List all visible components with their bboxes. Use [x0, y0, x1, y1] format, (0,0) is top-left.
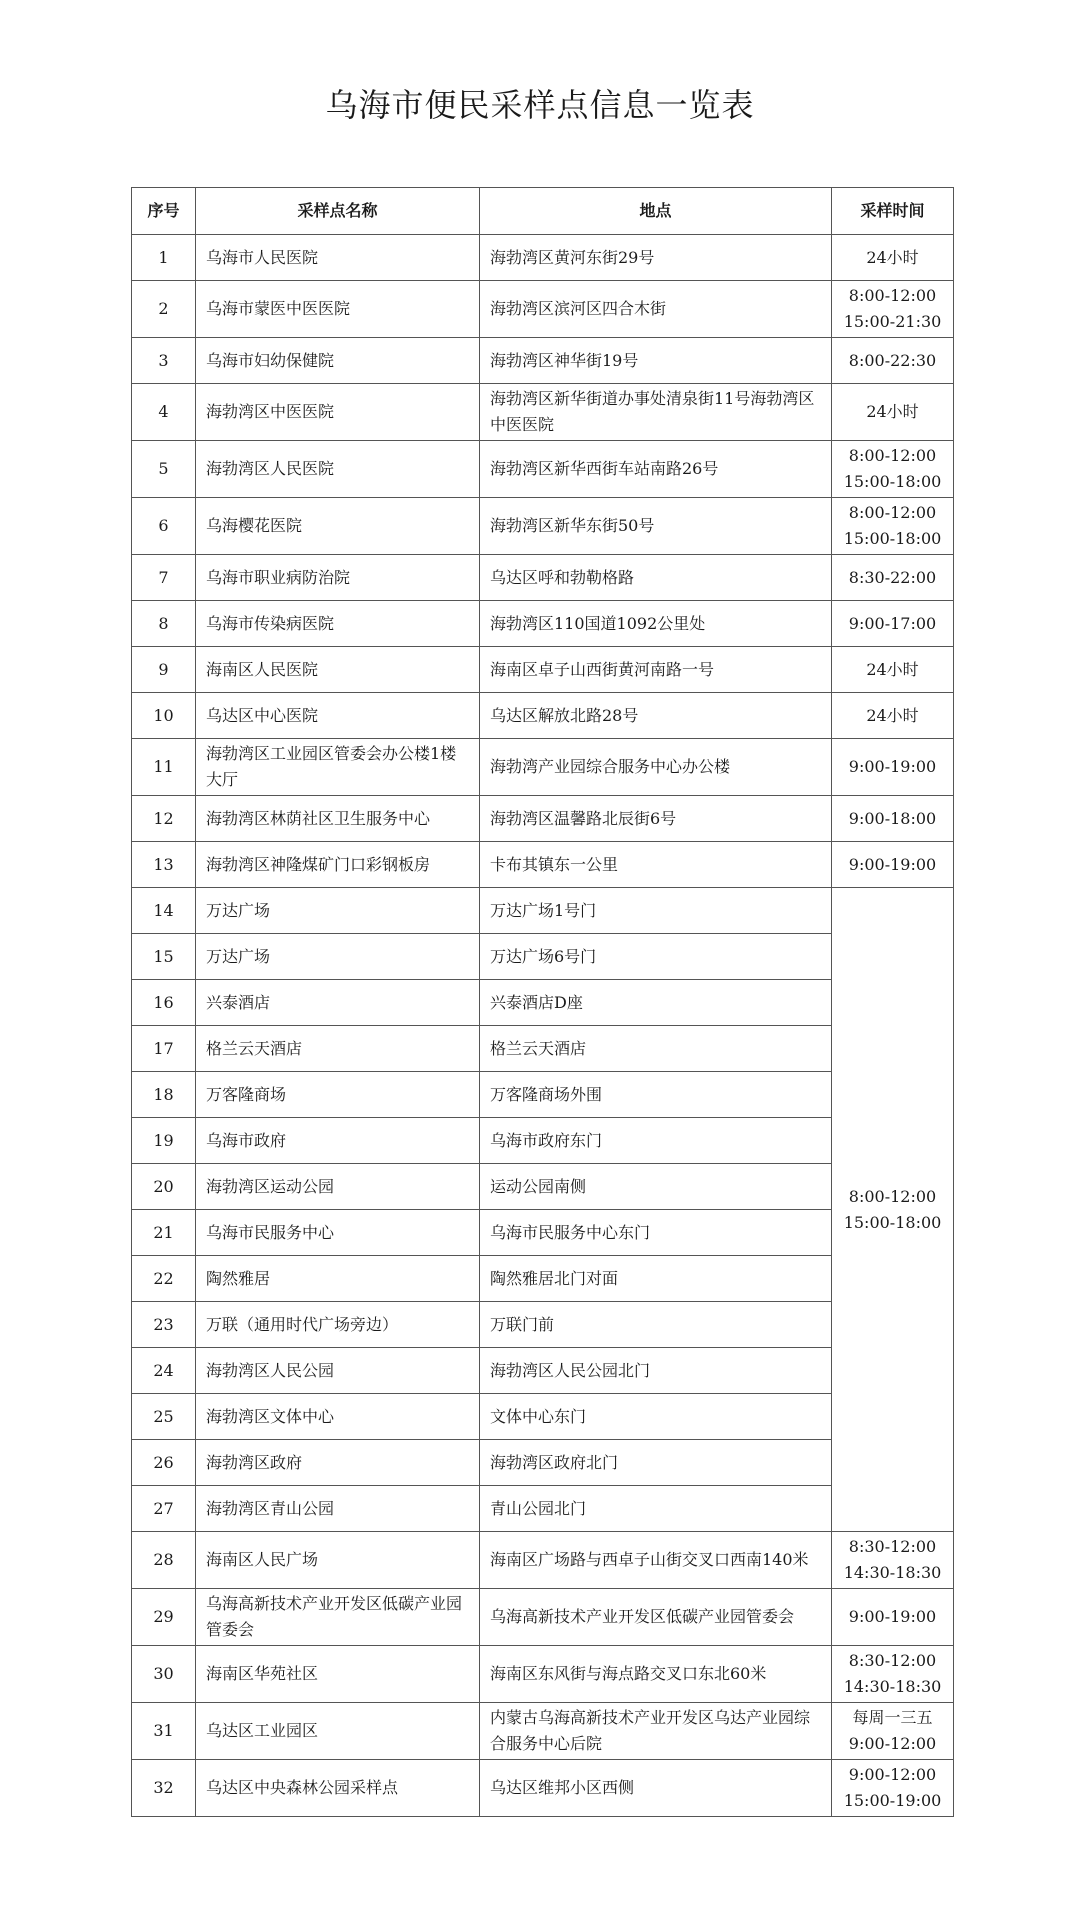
- sampling-time-line: 24小时: [866, 402, 919, 421]
- table-row: [132, 1210, 954, 1256]
- sampling-time-line: 9:00-19:00: [848, 854, 937, 874]
- row-number: 2: [132, 281, 196, 338]
- site-location: 海勃湾区新华东街50号: [480, 498, 832, 555]
- sampling-time: [832, 601, 954, 647]
- site-location: 卡布其镇东一公里: [480, 842, 832, 888]
- table-row: [132, 1703, 954, 1760]
- row-number: 12: [132, 796, 196, 842]
- table-body: [132, 235, 954, 1817]
- row-number: 9: [132, 647, 196, 693]
- site-name: 乌海市政府: [196, 1118, 480, 1164]
- site-name: 乌海市妇幼保健院: [196, 338, 480, 384]
- sampling-time-line: 24小时: [866, 247, 919, 267]
- row-number: 16: [132, 980, 196, 1026]
- sampling-time-line: 9:00-19:00: [848, 1607, 937, 1626]
- site-location: 海勃湾区神华街19号: [480, 338, 832, 384]
- site-location: 陶然雅居北门对面: [480, 1256, 832, 1302]
- sampling-time-line: 8:00-12:00: [848, 286, 937, 305]
- row-number: 21: [132, 1210, 196, 1256]
- table-row: [132, 1256, 954, 1302]
- table-row: [132, 1118, 954, 1164]
- site-location: 乌达区维邦小区西侧: [480, 1760, 832, 1817]
- sampling-time: [832, 235, 954, 281]
- sampling-time-line: 8:00-22:30: [848, 350, 937, 370]
- site-location: 内蒙古乌海高新技术产业开发区乌达产业园综合服务中心后院: [480, 1703, 832, 1760]
- sampling-time-line: 14:30-18:30: [843, 1677, 942, 1696]
- table-row: [132, 555, 954, 601]
- table-row: [132, 1646, 954, 1703]
- site-name: 万客隆商场: [196, 1072, 480, 1118]
- site-location: 海勃湾区温馨路北辰街6号: [480, 796, 832, 842]
- row-number: 28: [132, 1532, 196, 1589]
- table-row: [132, 1589, 954, 1646]
- sampling-time-line: 9:00-18:00: [848, 808, 937, 828]
- table-row: [132, 980, 954, 1026]
- row-number: 27: [132, 1486, 196, 1532]
- sampling-time-line: 15:00-18:00: [843, 1212, 942, 1232]
- sampling-time: [832, 555, 954, 601]
- row-number: 20: [132, 1164, 196, 1210]
- sampling-time: [832, 796, 954, 842]
- sampling-time: [832, 1760, 954, 1817]
- row-number: 19: [132, 1118, 196, 1164]
- row-number: 26: [132, 1440, 196, 1486]
- site-location: 乌海市政府东门: [480, 1118, 832, 1164]
- table-row: [132, 1486, 954, 1532]
- sampling-time-line: 24小时: [866, 705, 919, 725]
- table-row: [132, 1348, 954, 1394]
- sampling-time: [832, 441, 954, 498]
- sampling-sites-table: [131, 187, 954, 1817]
- row-number: 7: [132, 555, 196, 601]
- sampling-time-line: 15:00-21:30: [843, 312, 942, 331]
- site-location: 海勃湾产业园综合服务中心办公楼: [480, 739, 832, 796]
- site-name: 乌达区中央森林公园采样点: [196, 1760, 480, 1817]
- site-location: 海勃湾区黄河东街29号: [480, 235, 832, 281]
- site-name: 万达广场: [196, 934, 480, 980]
- table-row: [132, 1026, 954, 1072]
- table-row: [132, 601, 954, 647]
- sampling-time: [832, 739, 954, 796]
- site-name: 乌海高新技术产业开发区低碳产业园管委会: [196, 1589, 480, 1646]
- row-number: 8: [132, 601, 196, 647]
- site-name: 乌达区工业园区: [196, 1703, 480, 1760]
- table-row: [132, 338, 954, 384]
- site-name: 海勃湾区林荫社区卫生服务中心: [196, 796, 480, 842]
- table-row: [132, 1164, 954, 1210]
- sampling-time: [832, 1532, 954, 1589]
- row-number: 11: [132, 739, 196, 796]
- site-location: 万客隆商场外围: [480, 1072, 832, 1118]
- table-row: [132, 888, 954, 934]
- site-location: 格兰云天酒店: [480, 1026, 832, 1072]
- sampling-time-line: 9:00-17:00: [848, 613, 937, 633]
- site-name: 乌海市蒙医中医医院: [196, 281, 480, 338]
- header-location: 地点: [480, 188, 832, 235]
- row-number: 22: [132, 1256, 196, 1302]
- sampling-time: [832, 842, 954, 888]
- site-name: 海勃湾区神隆煤矿门口彩钢板房: [196, 842, 480, 888]
- table-row: [132, 1302, 954, 1348]
- site-location: 乌达区呼和勃勒格路: [480, 555, 832, 601]
- sampling-time-line: 15:00-18:00: [843, 472, 942, 491]
- sampling-time: [832, 693, 954, 739]
- site-name: 海勃湾区青山公园: [196, 1486, 480, 1532]
- row-number: 5: [132, 441, 196, 498]
- row-number: 6: [132, 498, 196, 555]
- table-row: [132, 384, 954, 441]
- row-number: 25: [132, 1394, 196, 1440]
- site-name: 乌达区中心医院: [196, 693, 480, 739]
- table-row: [132, 934, 954, 980]
- row-number: 17: [132, 1026, 196, 1072]
- site-name: 乌海市民服务中心: [196, 1210, 480, 1256]
- table-row: [132, 647, 954, 693]
- site-name: 海勃湾区政府: [196, 1440, 480, 1486]
- site-name: 海勃湾区中医医院: [196, 384, 480, 441]
- table-row: [132, 235, 954, 281]
- site-location: 乌海市民服务中心东门: [480, 1210, 832, 1256]
- sampling-time-line: 8:30-12:00: [848, 1537, 937, 1556]
- sampling-time: [832, 498, 954, 555]
- site-name: 海勃湾区人民医院: [196, 441, 480, 498]
- site-name: 海勃湾区运动公园: [196, 1164, 480, 1210]
- sampling-time: [832, 384, 954, 441]
- row-number: 29: [132, 1589, 196, 1646]
- site-name: 陶然雅居: [196, 1256, 480, 1302]
- row-number: 3: [132, 338, 196, 384]
- row-number: 1: [132, 235, 196, 281]
- sampling-time-line: 24小时: [866, 659, 919, 679]
- site-name: 海南区华苑社区: [196, 1646, 480, 1703]
- sampling-time-line: 8:30-22:00: [848, 567, 937, 587]
- table-row: [132, 1532, 954, 1589]
- site-location: 万联门前: [480, 1302, 832, 1348]
- row-number: 14: [132, 888, 196, 934]
- site-location: 万达广场1号门: [480, 888, 832, 934]
- page-title: 乌海市便民采样点信息一览表: [325, 86, 755, 124]
- table-row: [132, 693, 954, 739]
- site-location: 海南区东风街与海点路交叉口东北60米: [480, 1646, 832, 1703]
- table-row: [132, 441, 954, 498]
- table-row: [132, 739, 954, 796]
- table-row: [132, 281, 954, 338]
- site-location: 海南区卓子山西街黄河南路一号: [480, 647, 832, 693]
- table-row: [132, 1394, 954, 1440]
- site-location: 乌达区解放北路28号: [480, 693, 832, 739]
- site-name: 乌海市人民医院: [196, 235, 480, 281]
- table-row: [132, 796, 954, 842]
- row-number: 24: [132, 1348, 196, 1394]
- sampling-time-line: 9:00-12:00: [848, 1765, 937, 1784]
- site-name: 海勃湾区人民公园: [196, 1348, 480, 1394]
- sampling-time: [832, 338, 954, 384]
- site-location: 海勃湾区110国道1092公里处: [480, 601, 832, 647]
- row-number: 18: [132, 1072, 196, 1118]
- sampling-time-line: 8:00-12:00: [848, 1186, 937, 1206]
- row-number: 30: [132, 1646, 196, 1703]
- header-name: 采样点名称: [196, 188, 480, 235]
- sampling-time-line: 每周一三五: [852, 1708, 933, 1727]
- row-number: 32: [132, 1760, 196, 1817]
- sampling-time-line: 8:00-12:00: [848, 446, 937, 465]
- site-name: 海南区人民医院: [196, 647, 480, 693]
- table-row: [132, 1072, 954, 1118]
- site-name: 兴泰酒店: [196, 980, 480, 1026]
- site-name: 乌海樱花医院: [196, 498, 480, 555]
- row-number: 13: [132, 842, 196, 888]
- site-location: 乌海高新技术产业开发区低碳产业园管委会: [480, 1589, 832, 1646]
- table-header-row: [132, 188, 954, 235]
- site-location: 海勃湾区滨河区四合木街: [480, 281, 832, 338]
- site-location: 万达广场6号门: [480, 934, 832, 980]
- site-name: 格兰云天酒店: [196, 1026, 480, 1072]
- sampling-time: [832, 1703, 954, 1760]
- sampling-time: [832, 1646, 954, 1703]
- sampling-time: [832, 647, 954, 693]
- sampling-time: [832, 281, 954, 338]
- sampling-time-line: 8:30-12:00: [848, 1651, 937, 1670]
- site-name: 海勃湾区工业园区管委会办公楼1楼大厅: [196, 739, 480, 796]
- site-location: 海勃湾区新华街道办事处清泉街11号海勃湾区中医医院: [480, 384, 832, 441]
- sampling-time-line: 15:00-18:00: [843, 529, 942, 548]
- table-row: [132, 1440, 954, 1486]
- table-row: [132, 842, 954, 888]
- site-location: 青山公园北门: [480, 1486, 832, 1532]
- header-time: 采样时间: [832, 188, 954, 235]
- sampling-time-line: 9:00-12:00: [848, 1734, 937, 1753]
- site-location: 海勃湾区新华西街车站南路26号: [480, 441, 832, 498]
- sampling-time-merged: [832, 888, 954, 1532]
- site-location: 海勃湾区政府北门: [480, 1440, 832, 1486]
- sampling-time-line: 14:30-18:30: [843, 1563, 942, 1582]
- site-name: 海南区人民广场: [196, 1532, 480, 1589]
- site-location: 海南区广场路与西卓子山街交叉口西南140米: [480, 1532, 832, 1589]
- site-name: 万联（通用时代广场旁边）: [196, 1302, 480, 1348]
- sampling-time: [832, 1589, 954, 1646]
- table-row: [132, 498, 954, 555]
- site-location: 文体中心东门: [480, 1394, 832, 1440]
- site-name: 乌海市职业病防治院: [196, 555, 480, 601]
- sampling-time-line: 9:00-19:00: [848, 757, 937, 776]
- site-location: 海勃湾区人民公园北门: [480, 1348, 832, 1394]
- row-number: 23: [132, 1302, 196, 1348]
- sampling-time-line: 15:00-19:00: [843, 1791, 942, 1810]
- site-location: 兴泰酒店D座: [480, 980, 832, 1026]
- table-row: [132, 1760, 954, 1817]
- site-location: 运动公园南侧: [480, 1164, 832, 1210]
- sampling-time-line: 8:00-12:00: [848, 503, 937, 522]
- header-no: 序号: [132, 188, 196, 235]
- row-number: 15: [132, 934, 196, 980]
- site-name: 海勃湾区文体中心: [196, 1394, 480, 1440]
- site-name: 万达广场: [196, 888, 480, 934]
- row-number: 31: [132, 1703, 196, 1760]
- site-name: 乌海市传染病医院: [196, 601, 480, 647]
- row-number: 4: [132, 384, 196, 441]
- row-number: 10: [132, 693, 196, 739]
